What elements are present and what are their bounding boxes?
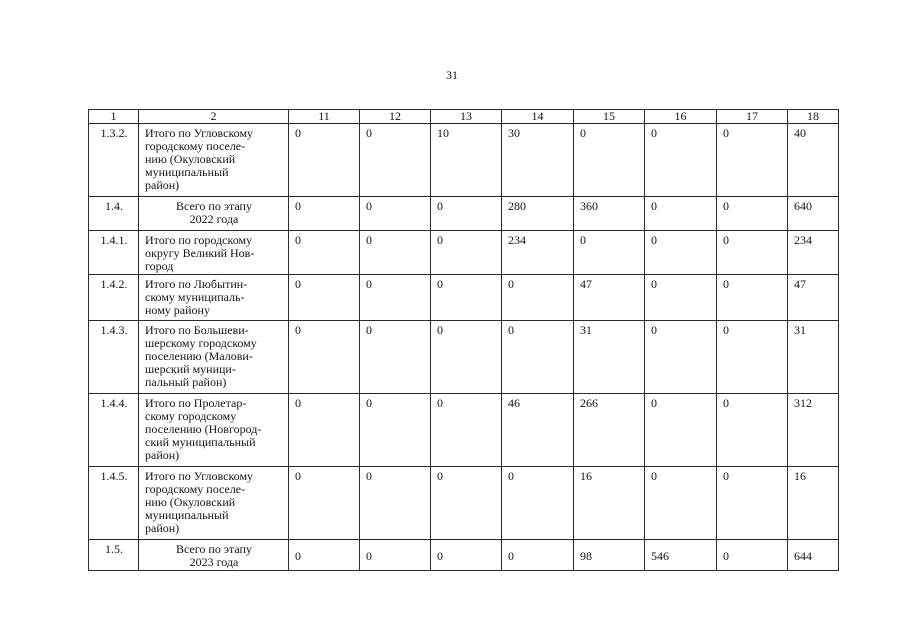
page-number: 31 [446, 68, 458, 82]
row-name: Итого по Угловскому городскому поселе- нию (Окуловский муниципальный район) [139, 467, 289, 540]
cell-value: 0 [574, 231, 645, 275]
table-row [89, 321, 839, 394]
column-header: 11 [289, 110, 360, 124]
cell-value: 0 [360, 394, 431, 467]
cell-value: 0 [645, 275, 717, 321]
table-row [89, 231, 839, 275]
cell-value: 0 [717, 124, 788, 197]
row-number: 1.4.2. [89, 275, 139, 321]
cell-value: 546 [645, 540, 717, 571]
cell-value: 266 [574, 394, 645, 467]
cell-value: 10 [431, 124, 502, 197]
row-name: Итого по Угловскому городскому поселе- нию (Окуловский муниципальный район) [139, 124, 289, 197]
cell-value: 0 [289, 394, 360, 467]
cell-value: 0 [360, 197, 431, 231]
row-name: Всего по этапу 2023 года [139, 540, 289, 571]
table-row [89, 275, 839, 321]
cell-value: 0 [289, 540, 360, 571]
column-header: 1 [89, 110, 139, 124]
cell-value: 47 [574, 275, 645, 321]
cell-value: 0 [717, 321, 788, 394]
cell-value: 0 [502, 321, 574, 394]
cell-value: 280 [502, 197, 574, 231]
cell-value: 0 [431, 321, 502, 394]
cell-value: 16 [574, 467, 645, 540]
cell-value: 0 [502, 275, 574, 321]
cell-value: 0 [502, 540, 574, 571]
cell-value: 312 [788, 394, 839, 467]
cell-value: 0 [645, 124, 717, 197]
cell-value: 0 [717, 275, 788, 321]
column-header: 17 [717, 110, 788, 124]
table-row [89, 124, 839, 197]
cell-value: 0 [717, 197, 788, 231]
cell-value: 0 [431, 467, 502, 540]
cell-value: 31 [574, 321, 645, 394]
cell-value: 0 [431, 540, 502, 571]
column-header: 15 [574, 110, 645, 124]
cell-value: 98 [574, 540, 645, 571]
row-name: Всего по этапу 2022 года [139, 197, 289, 231]
cell-value: 234 [502, 231, 574, 275]
column-header: 13 [431, 110, 502, 124]
column-header: 16 [645, 110, 717, 124]
row-number: 1.4. [89, 197, 139, 231]
cell-value: 0 [431, 197, 502, 231]
cell-value: 0 [360, 275, 431, 321]
cell-value: 0 [431, 231, 502, 275]
cell-value: 40 [788, 124, 839, 197]
row-number: 1.3.2. [89, 124, 139, 197]
row-name: Итого по Большеви- шерскому городскому поселению (Малови- шерский муници- пальный район) [139, 321, 289, 394]
cell-value: 0 [717, 467, 788, 540]
row-name: Итого по Пролетар- скому городскому поселению (Новгород- ский муниципальный район) [139, 394, 289, 467]
cell-value: 31 [788, 321, 839, 394]
cell-value: 0 [360, 231, 431, 275]
row-name: Итого по городскому округу Великий Нов- город [139, 231, 289, 275]
table-row [89, 467, 839, 540]
row-number: 1.4.5. [89, 467, 139, 540]
cell-value: 0 [431, 275, 502, 321]
cell-value: 0 [289, 197, 360, 231]
cell-value: 0 [645, 467, 717, 540]
cell-value: 16 [788, 467, 839, 540]
row-name: Итого по Любытин- скому муниципаль- ному району [139, 275, 289, 321]
row-number: 1.4.3. [89, 321, 139, 394]
cell-value: 0 [574, 124, 645, 197]
row-number: 1.4.4. [89, 394, 139, 467]
cell-value: 0 [289, 275, 360, 321]
cell-value: 360 [574, 197, 645, 231]
cell-value: 0 [289, 467, 360, 540]
cell-value: 640 [788, 197, 839, 231]
column-header: 2 [139, 110, 289, 124]
cell-value: 0 [360, 124, 431, 197]
cell-value: 0 [717, 231, 788, 275]
cell-value: 46 [502, 394, 574, 467]
cell-value: 234 [788, 231, 839, 275]
cell-value: 0 [645, 231, 717, 275]
column-header: 18 [788, 110, 839, 124]
row-number: 1.5. [89, 540, 139, 571]
cell-value: 0 [502, 467, 574, 540]
cell-value: 0 [289, 124, 360, 197]
cell-value: 0 [645, 321, 717, 394]
cell-value: 0 [431, 394, 502, 467]
row-number: 1.4.1. [89, 231, 139, 275]
cell-value: 30 [502, 124, 574, 197]
cell-value: 0 [289, 321, 360, 394]
column-header: 14 [502, 110, 574, 124]
cell-value: 0 [717, 394, 788, 467]
cell-value: 0 [360, 467, 431, 540]
column-header: 12 [360, 110, 431, 124]
cell-value: 0 [645, 197, 717, 231]
table-row [89, 540, 839, 571]
table-row [89, 197, 839, 231]
data-table [88, 109, 839, 571]
cell-value: 47 [788, 275, 839, 321]
cell-value: 0 [717, 540, 788, 571]
cell-value: 0 [360, 321, 431, 394]
cell-value: 0 [289, 231, 360, 275]
table-row [89, 394, 839, 467]
cell-value: 644 [788, 540, 839, 571]
cell-value: 0 [360, 540, 431, 571]
header-row [89, 110, 839, 124]
cell-value: 0 [645, 394, 717, 467]
